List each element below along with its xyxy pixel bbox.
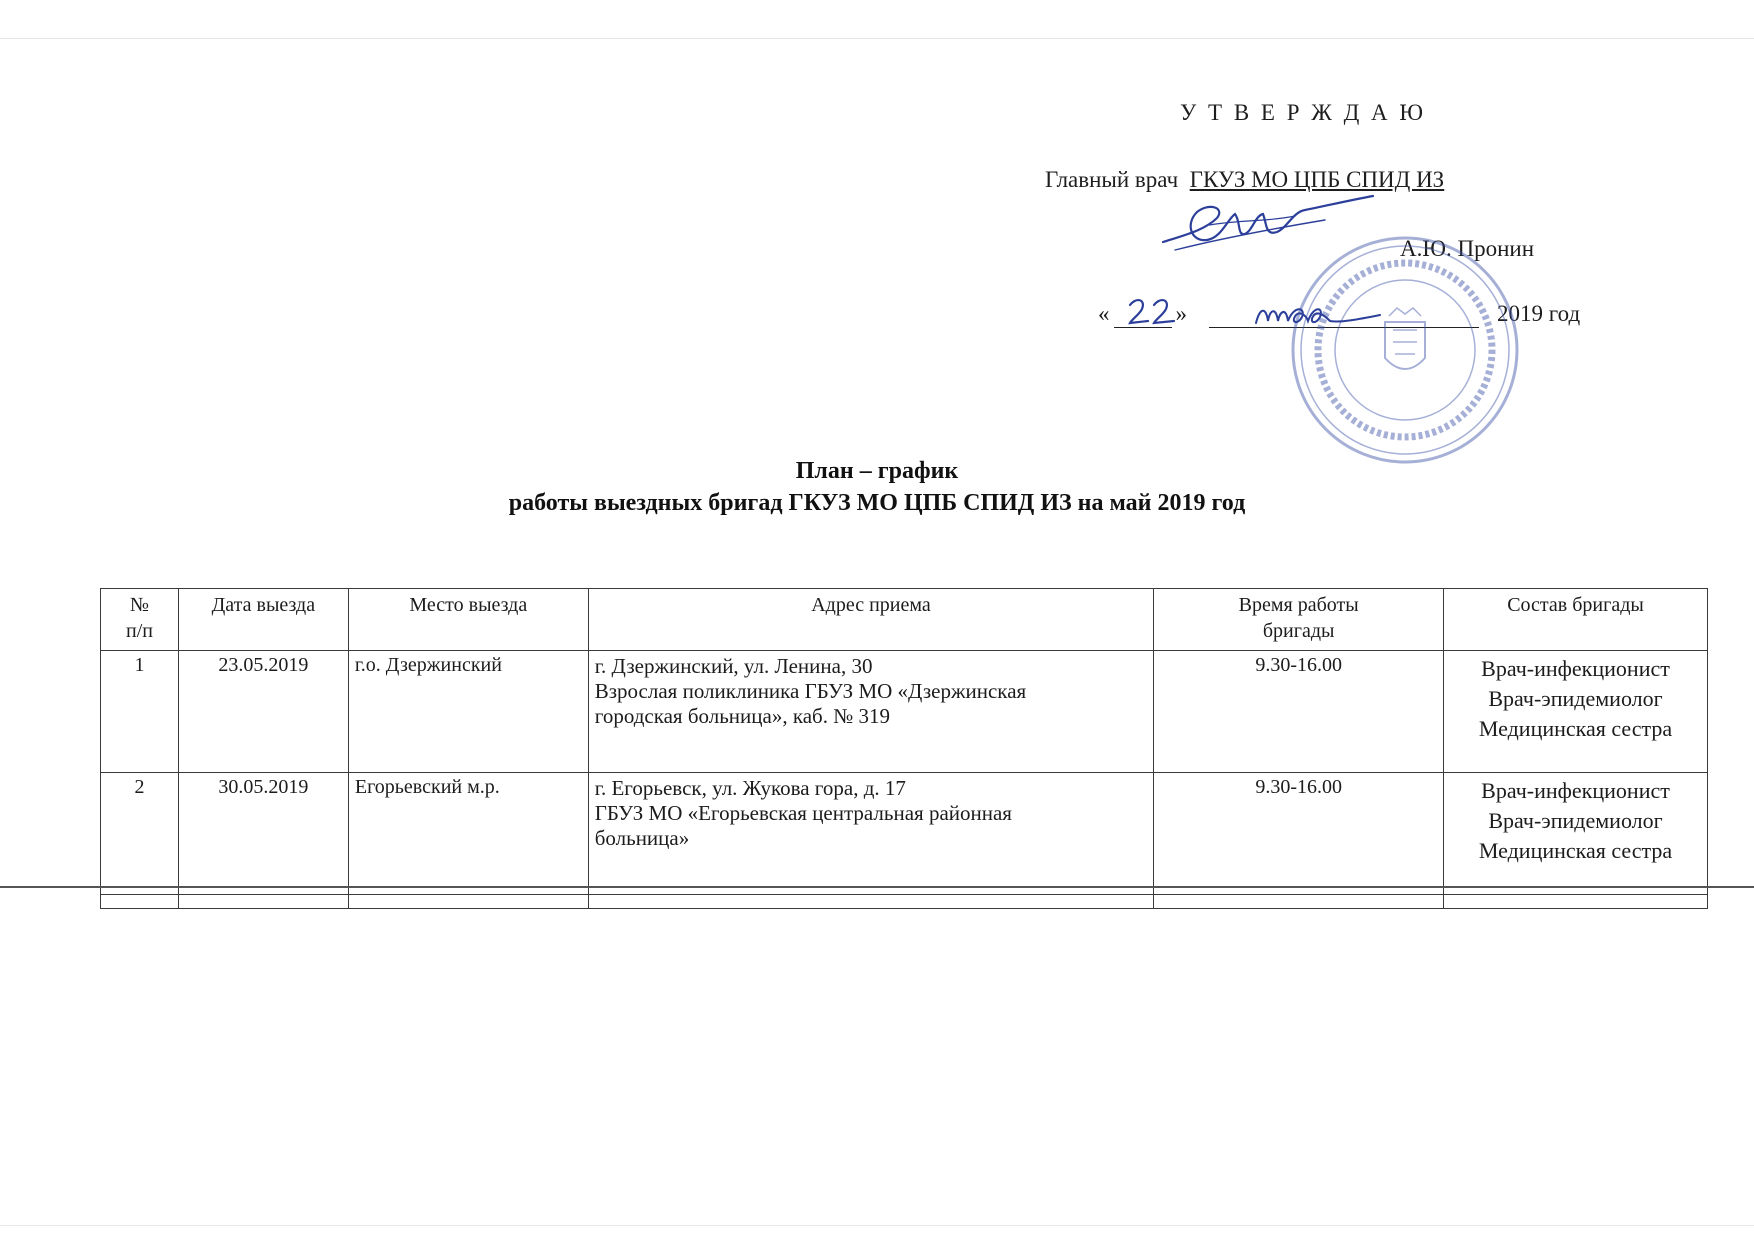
table-empty-row [101, 895, 1708, 909]
header-number-line1: № [129, 594, 150, 616]
date-year: 2019 год [1497, 301, 1581, 326]
team-member: Медицинская сестра [1478, 838, 1673, 863]
cell-address [588, 773, 1154, 895]
cell-date: 30.05.2019 [178, 773, 348, 895]
table-row [101, 651, 1708, 773]
header-team: Состав бригады [1444, 589, 1708, 651]
team-member: Врач-инфекционист [1481, 656, 1670, 681]
scan-artifact-line [0, 886, 1754, 888]
empty-cell [178, 895, 348, 909]
handwritten-day [1124, 295, 1180, 327]
header-date: Дата выезда [178, 589, 348, 651]
empty-cell [1444, 895, 1708, 909]
header-number [101, 589, 179, 651]
cell-date: 23.05.2019 [178, 651, 348, 773]
scan-edge-bottom [0, 1225, 1754, 1226]
header-time-line2: бригады [1262, 620, 1335, 642]
address-line: г. Егорьевск, ул. Жукова гора, д. 17 [594, 776, 906, 800]
schedule-table [100, 588, 1708, 909]
document-title: План – график [795, 458, 959, 484]
cell-place: г.о. Дзержинский [348, 651, 588, 773]
address-line: ГБУЗ МО «Егорьевская центральная районная [594, 801, 1012, 825]
cell-place: Егорьевский м.р. [348, 773, 588, 895]
empty-cell [588, 895, 1154, 909]
address-line: больница» [594, 826, 690, 850]
header-time [1154, 589, 1444, 651]
empty-cell [1154, 895, 1444, 909]
header-number-line2: п/п [125, 620, 153, 642]
address-line: г. Дзержинский, ул. Ленина, 30 [594, 654, 873, 678]
handwritten-month [1250, 293, 1390, 329]
header-time-line1: Время работы [1238, 594, 1359, 616]
cell-number: 1 [101, 651, 179, 773]
signature-image [1155, 190, 1380, 265]
address-line: городская больница», каб. № 319 [594, 704, 891, 728]
scan-edge-top [0, 38, 1754, 39]
official-seal-stamp [1285, 230, 1525, 470]
header-address: Адрес приема [588, 589, 1154, 651]
team-member: Врач-эпидемиолог [1488, 686, 1663, 711]
table-row [101, 773, 1708, 895]
cell-number: 2 [101, 773, 179, 895]
document-subtitle: работы выездных бригад ГКУЗ МО ЦПБ СПИД ИЗ на май 2019 год [508, 490, 1246, 516]
cell-team [1444, 651, 1708, 773]
empty-cell [101, 895, 179, 909]
cell-time: 9.30-16.00 [1154, 773, 1444, 895]
team-member: Медицинская сестра [1478, 716, 1673, 741]
approval-heading: У Т В Е Р Ж Д А Ю [1180, 100, 1427, 125]
cell-address [588, 651, 1154, 773]
empty-cell [348, 895, 588, 909]
position-title: Главный врач [1045, 167, 1179, 192]
organization-name: ГКУЗ МО ЦПБ СПИД ИЗ [1189, 167, 1445, 192]
header-place: Место выезда [348, 589, 588, 651]
team-member: Врач-эпидемиолог [1488, 808, 1663, 833]
address-line: Взрослая поликлиника ГБУЗ МО «Дзержинская [594, 679, 1027, 703]
table-header-row [101, 589, 1708, 651]
doctor-name: А.Ю. Пронин [1400, 236, 1535, 261]
cell-time: 9.30-16.00 [1154, 651, 1444, 773]
team-member: Врач-инфекционист [1481, 778, 1670, 803]
close-quote: » [1175, 301, 1187, 326]
cell-team [1444, 773, 1708, 895]
open-quote: « [1098, 301, 1110, 326]
